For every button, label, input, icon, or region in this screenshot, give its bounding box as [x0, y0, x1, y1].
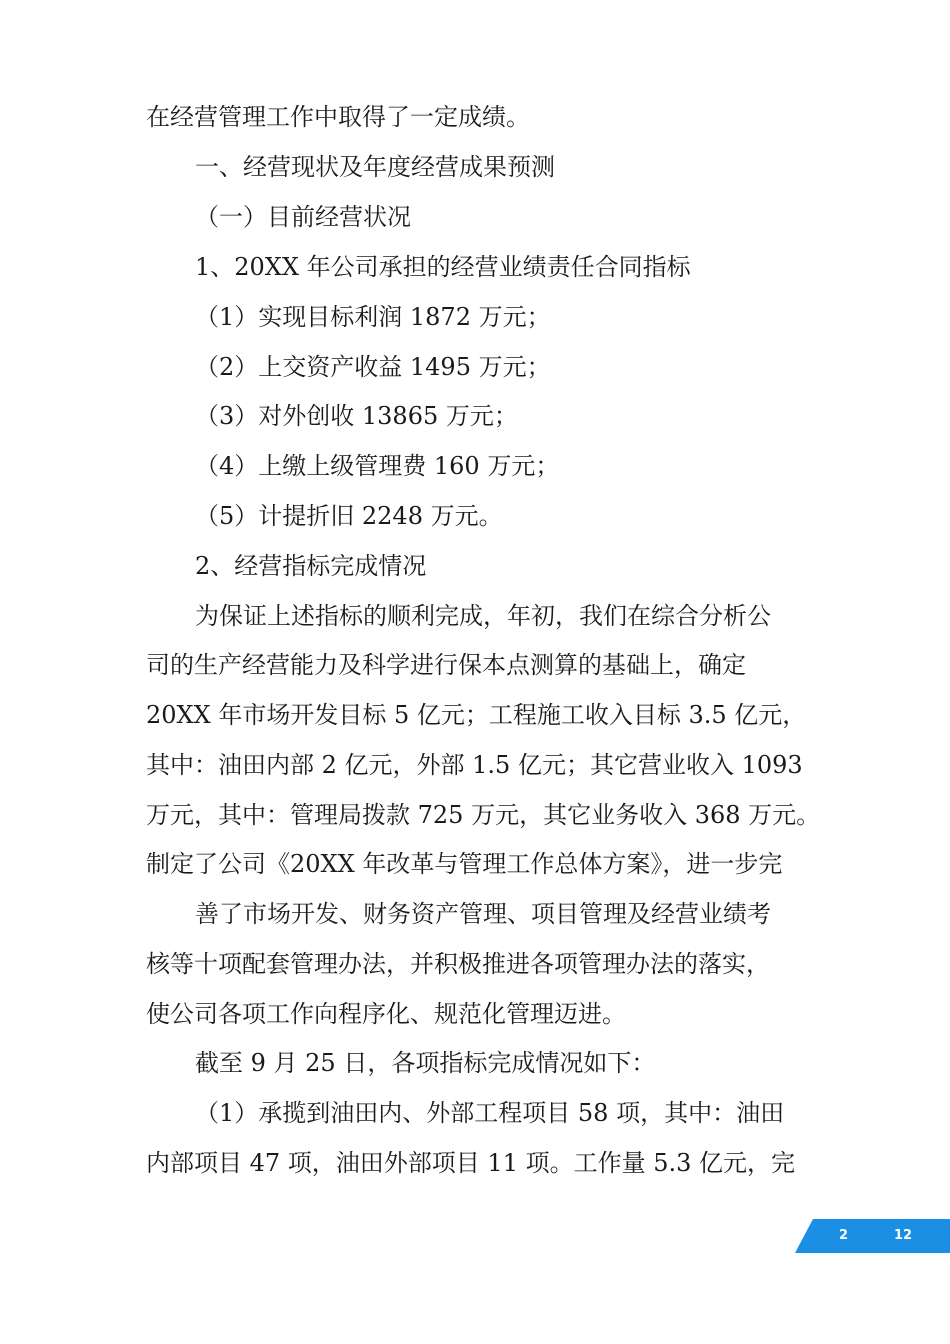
paragraph-line: 20XX 年市场开发目标 5 亿元；工程施工收入目标 3.5 亿元，: [146, 701, 807, 729]
paragraph-line: 万元，其中：管理局拨款 725 万元，其它业务收入 368 万元。: [146, 801, 821, 829]
paragraph-line: 截至 9 月 25 日，各项指标完成情况如下：: [195, 1049, 656, 1077]
paragraph-line: 司的生产经营能力及科学进行保本点测算的基础上，确定: [146, 651, 746, 679]
page-number-bar-shape: [795, 1219, 950, 1253]
page-total: 12: [894, 1228, 913, 1243]
list-item: （4）上缴上级管理费 160 万元；: [195, 452, 560, 480]
paragraph-line: 使公司各项工作向程序化、规范化管理迈进。: [146, 1000, 626, 1028]
list-item: （3）对外创收 13865 万元；: [195, 402, 518, 430]
paragraph-line: 其中：油田内部 2 亿元，外部 1.5 亿元；其它营业收入 1093: [146, 751, 803, 779]
list-heading: 1、20XX 年公司承担的经营业绩责任合同指标: [195, 253, 691, 281]
page-number-bar: [795, 1219, 950, 1253]
paragraph-line: 制定了公司《20XX 年改革与管理工作总体方案》，进一步完: [146, 850, 783, 878]
paragraph-line: 内部项目 47 项，油田外部项目 11 项。工作量 5.3 亿元，完: [146, 1149, 796, 1177]
paragraph-line: 善了市场开发、财务资产管理、项目管理及经营业绩考: [195, 900, 771, 928]
page-number: 2: [839, 1228, 849, 1243]
paragraph-line: 核等十项配套管理办法，并积极推进各项管理办法的落实，: [146, 950, 770, 978]
list-item: （1）承揽到油田内、外部工程项目 58 项，其中：油田: [195, 1099, 785, 1127]
list-item: （1）实现目标利润 1872 万元；: [195, 303, 551, 331]
subsection-heading: （一）目前经营状况: [195, 203, 411, 231]
list-item: （5）计提折旧 2248 万元。: [195, 502, 503, 530]
list-heading: 2、经营指标完成情况: [195, 552, 427, 580]
paragraph-line: 为保证上述指标的顺利完成，年初，我们在综合分析公: [195, 602, 771, 630]
section-heading: 一、经营现状及年度经营成果预测: [195, 153, 555, 181]
paragraph-line: 在经营管理工作中取得了一定成绩。: [146, 103, 530, 131]
list-item: （2）上交资产收益 1495 万元；: [195, 353, 551, 381]
